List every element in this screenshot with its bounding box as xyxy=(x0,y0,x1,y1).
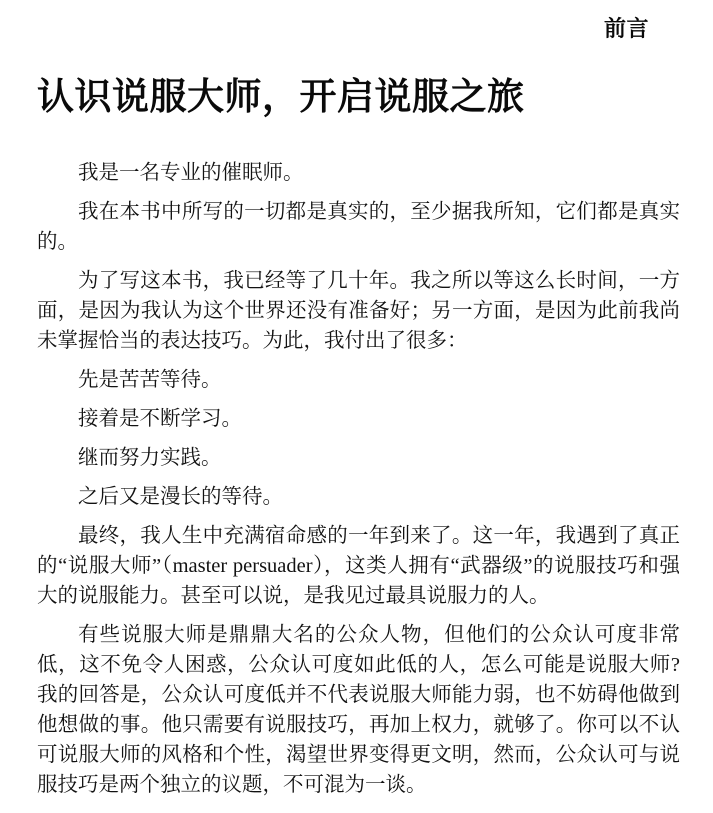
paragraph-2: 我在本书中所写的一切都是真实的，至少据我所知，它们都是真实的。 xyxy=(37,201,680,253)
paragraph-1: 我是一名专业的催眠师。 xyxy=(78,162,304,184)
paragraph-9: 有些说服大师是鼎鼎大名的公众人物，但他们的公众认可度非常低，这不免令人困惑，公众认可度如此低的人，怎么可能是说服大师?我的回答是，公众认可度低并不代表说服大师能力弱，也不妨碍他做到他想做的事。他只需要有说服技巧，再加上权力，就够了。你可以不认可说服大师的风格和个性，渴望世界变得更文明，然而，公众认可与说服技巧是两个独立的议题，不可混为一谈。 xyxy=(37,624,680,796)
paragraph-7: 之后又是漫长的等待。 xyxy=(78,486,283,508)
paragraph-5: 接着是不断学习。 xyxy=(78,408,242,430)
running-head: 前言 xyxy=(603,16,649,41)
body-text xyxy=(37,158,680,809)
paragraph-4: 先是苦苦等待。 xyxy=(78,369,222,391)
paragraph-3: 为了写这本书，我已经等了几十年。我之所以等这么长时间，一方面，是因为我认为这个世界还没有准备好；另一方面，是因为此前我尚未掌握恰当的表达技巧。为此，我付出了很多： xyxy=(37,270,680,352)
paragraph-8: 最终，我人生中充满宿命感的一年到来了。这一年，我遇到了真正的“说服大师”（master persuader），这类人拥有“武器级”的说服技巧和强大的说服能力。甚至可以说，是我见过最具说服力的人。 xyxy=(37,525,680,607)
paragraph-6: 继而努力实践。 xyxy=(78,447,222,469)
page-title: 认识说服大师，开启说服之旅 xyxy=(37,76,525,117)
